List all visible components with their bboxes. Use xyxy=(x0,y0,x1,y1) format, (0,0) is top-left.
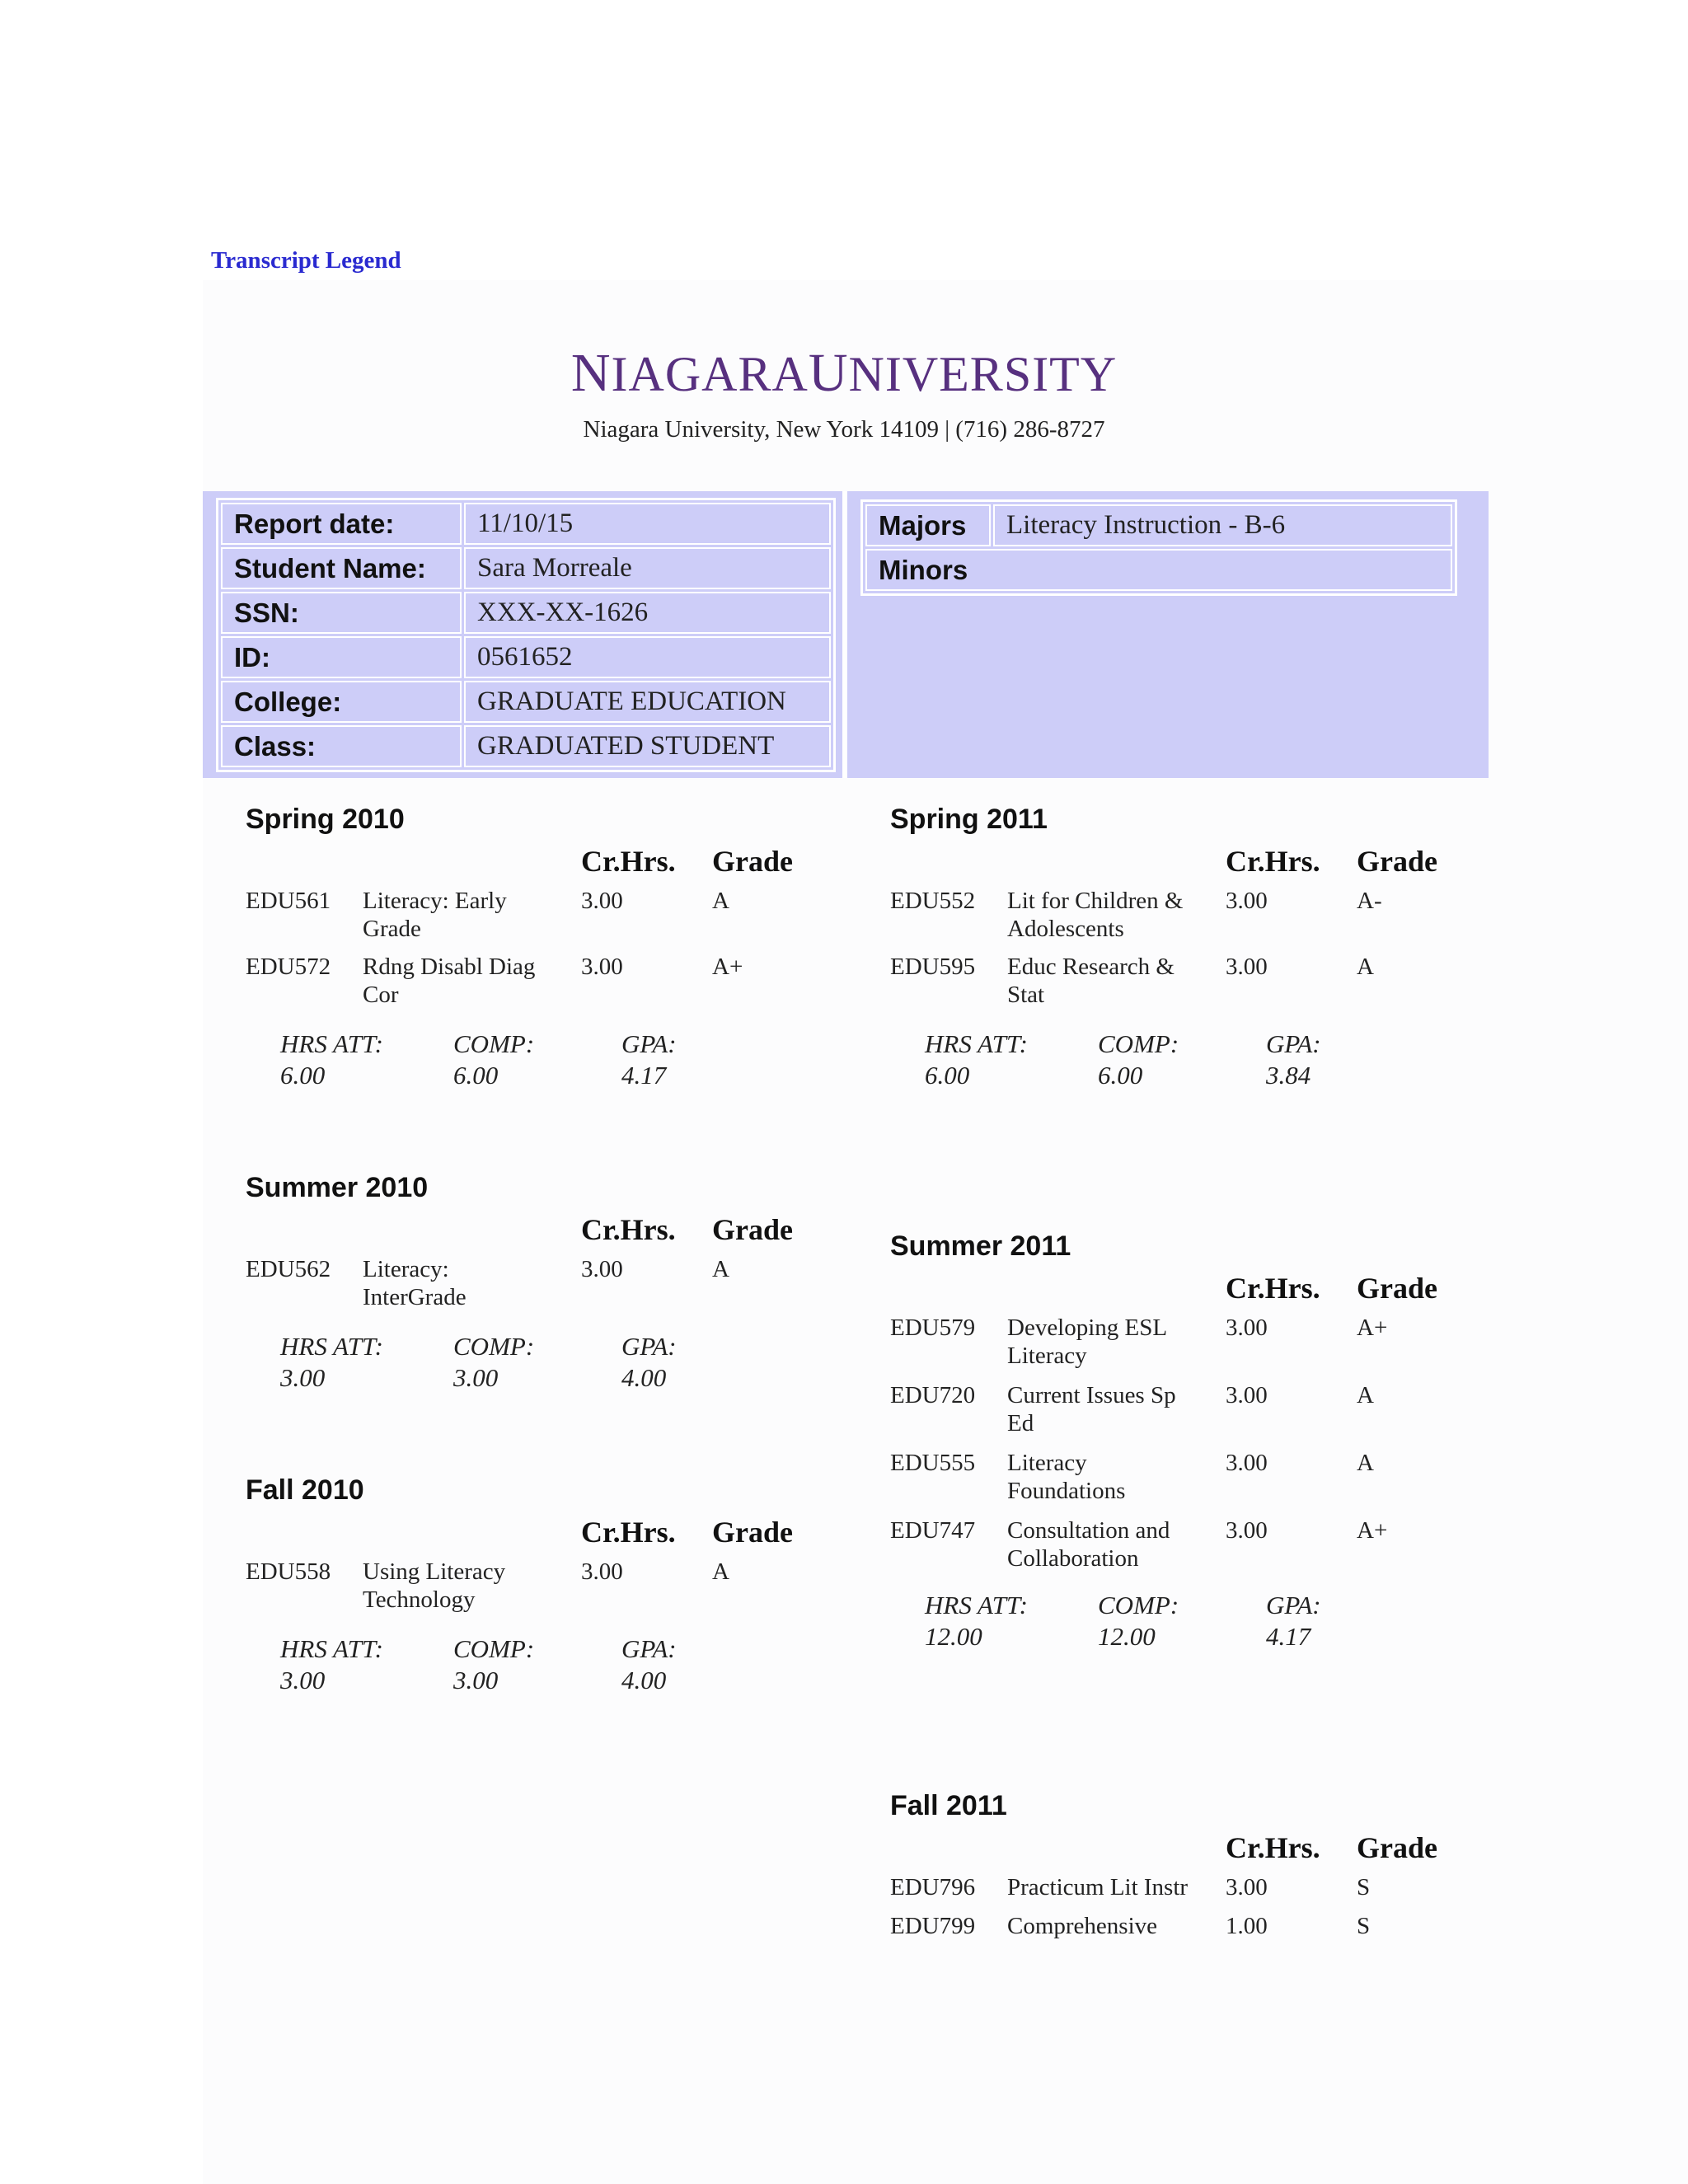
info-row-report-date xyxy=(221,503,831,545)
course-grade: A xyxy=(712,1558,729,1585)
course-grade: S xyxy=(1357,1913,1371,1939)
completed-value: 6.00 xyxy=(1098,1061,1143,1090)
hrs-attempted-label: HRS ATT: xyxy=(925,1591,1028,1619)
course-code: EDU799 xyxy=(890,1913,976,1939)
course-code: EDU572 xyxy=(246,954,331,980)
credit-hours-header: Cr.Hrs. xyxy=(1226,845,1320,878)
completed-value: 6.00 xyxy=(453,1061,499,1090)
info-row-class xyxy=(221,725,831,767)
completed-label: COMP: xyxy=(1098,1591,1179,1619)
gpa-value: 3.84 xyxy=(1266,1061,1311,1090)
info-row-student-name xyxy=(221,547,831,589)
grade-header: Grade xyxy=(1357,1831,1437,1864)
gpa-value: 4.17 xyxy=(1266,1622,1311,1651)
course-code: EDU561 xyxy=(246,888,331,914)
info-panel-divider xyxy=(842,491,847,778)
course-name: Literacy Foundations xyxy=(1007,1450,1126,1504)
course-credit-hours: 3.00 xyxy=(1226,1874,1268,1900)
course-grade: A+ xyxy=(1357,1315,1388,1341)
majors-value: Literacy Instruction - B-6 xyxy=(993,504,1452,546)
course-code: EDU552 xyxy=(890,888,976,914)
course-credit-hours: 3.00 xyxy=(1226,954,1268,980)
info-value: XXX-XX-1626 xyxy=(464,592,831,634)
course-grade: A xyxy=(1357,1450,1374,1476)
credit-hours-header: Cr.Hrs. xyxy=(581,845,676,878)
term-title: Spring 2011 xyxy=(890,804,1048,835)
course-code: EDU562 xyxy=(246,1256,331,1282)
course-name: Educ Research & Stat xyxy=(1007,954,1175,1008)
completed-value: 3.00 xyxy=(453,1363,499,1392)
grade-header: Grade xyxy=(712,1213,793,1246)
completed-label: COMP: xyxy=(453,1332,535,1361)
course-credit-hours: 3.00 xyxy=(1226,1382,1268,1408)
info-value: GRADUATE EDUCATION xyxy=(464,681,831,723)
course-credit-hours: 3.00 xyxy=(581,954,623,980)
course-grade: A- xyxy=(1357,888,1382,914)
course-grade: A xyxy=(1357,954,1374,980)
minors-label: Minors xyxy=(865,549,1452,591)
course-grade: A xyxy=(712,1256,729,1282)
info-value: Sara Morreale xyxy=(464,547,831,589)
info-label: College: xyxy=(221,681,462,723)
course-name: Lit for Children & Adolescents xyxy=(1007,888,1184,942)
info-label: SSN: xyxy=(221,592,462,634)
majors-minors-table xyxy=(860,499,1457,596)
credit-hours-header: Cr.Hrs. xyxy=(1226,1272,1320,1305)
info-row-college xyxy=(221,681,831,723)
course-code: EDU595 xyxy=(890,954,976,980)
info-value: 0561652 xyxy=(464,636,831,678)
course-name: Literacy: InterGrade xyxy=(363,1256,467,1310)
course-code: EDU796 xyxy=(890,1874,976,1900)
course-credit-hours: 3.00 xyxy=(1226,1315,1268,1341)
majors-label: Majors xyxy=(865,504,991,546)
info-value: 11/10/15 xyxy=(464,503,831,545)
course-credit-hours: 3.00 xyxy=(1226,1517,1268,1544)
university-address: Niagara University, New York 14109 | (716) 286-8727 xyxy=(583,416,1105,443)
completed-label: COMP: xyxy=(1098,1029,1179,1058)
gpa-label: GPA: xyxy=(621,1029,677,1058)
hrs-attempted-label: HRS ATT: xyxy=(925,1029,1028,1058)
hrs-attempted-value: 6.00 xyxy=(280,1061,326,1090)
info-label: Report date: xyxy=(221,503,462,545)
transcript-legend-link[interactable]: Transcript Legend xyxy=(211,247,401,274)
course-grade: A xyxy=(712,888,729,914)
gpa-label: GPA: xyxy=(621,1634,677,1663)
info-label: Student Name: xyxy=(221,547,462,589)
hrs-attempted-label: HRS ATT: xyxy=(280,1029,383,1058)
course-grade: A+ xyxy=(712,954,743,980)
grade-header: Grade xyxy=(1357,845,1437,878)
hrs-attempted-value: 12.00 xyxy=(925,1622,982,1651)
course-name: Rdng Disabl Diag Cor xyxy=(363,954,536,1008)
course-name: Developing ESL Literacy xyxy=(1007,1315,1168,1369)
info-label: ID: xyxy=(221,636,462,678)
credit-hours-header: Cr.Hrs. xyxy=(1226,1831,1320,1864)
credit-hours-header: Cr.Hrs. xyxy=(581,1213,676,1246)
completed-label: COMP: xyxy=(453,1634,535,1663)
term-title: Spring 2010 xyxy=(246,804,405,835)
term-title: Fall 2010 xyxy=(246,1474,364,1506)
course-name: Literacy: Early Grade xyxy=(363,888,507,942)
course-name: Using Literacy Technology xyxy=(363,1558,506,1613)
course-credit-hours: 3.00 xyxy=(1226,1450,1268,1476)
term-title: Summer 2011 xyxy=(890,1230,1071,1262)
course-name: Consultation and Collaboration xyxy=(1007,1517,1170,1572)
grade-header: Grade xyxy=(712,1516,793,1549)
course-code: EDU555 xyxy=(890,1450,976,1476)
gpa-label: GPA: xyxy=(1266,1591,1321,1619)
course-name: Practicum Lit Instr xyxy=(1007,1874,1189,1900)
course-credit-hours: 3.00 xyxy=(581,1256,623,1282)
gpa-label: GPA: xyxy=(1266,1029,1321,1058)
gpa-value: 4.00 xyxy=(621,1363,667,1392)
info-value: GRADUATED STUDENT xyxy=(464,725,831,767)
course-credit-hours: 3.00 xyxy=(1226,888,1268,914)
gpa-label: GPA: xyxy=(621,1332,677,1361)
hrs-attempted-label: HRS ATT: xyxy=(280,1332,383,1361)
minors-row xyxy=(865,549,1452,591)
gpa-value: 4.17 xyxy=(621,1061,667,1090)
majors-row xyxy=(865,504,1452,546)
hrs-attempted-value: 3.00 xyxy=(280,1666,326,1694)
completed-value: 3.00 xyxy=(453,1666,499,1694)
course-grade: A+ xyxy=(1357,1517,1388,1544)
course-grade: A xyxy=(1357,1382,1374,1408)
hrs-attempted-value: 3.00 xyxy=(280,1363,326,1392)
credit-hours-header: Cr.Hrs. xyxy=(581,1516,676,1549)
info-label: Class: xyxy=(221,725,462,767)
course-code: EDU579 xyxy=(890,1315,976,1341)
course-name: Current Issues Sp Ed xyxy=(1007,1382,1176,1436)
grade-header: Grade xyxy=(1357,1272,1437,1305)
completed-label: COMP: xyxy=(453,1029,535,1058)
completed-value: 12.00 xyxy=(1098,1622,1156,1651)
course-credit-hours: 1.00 xyxy=(1226,1913,1268,1939)
course-code: EDU558 xyxy=(246,1558,331,1585)
course-credit-hours: 3.00 xyxy=(581,1558,623,1585)
course-code: EDU747 xyxy=(890,1517,976,1544)
student-info-table xyxy=(216,498,836,772)
info-row-id xyxy=(221,636,831,678)
niagara-university-logo: NIAGARAUNIVERSITY xyxy=(570,343,1118,403)
grade-header: Grade xyxy=(712,845,793,878)
info-row-ssn xyxy=(221,592,831,634)
term-title: Fall 2011 xyxy=(890,1790,1007,1821)
hrs-attempted-value: 6.00 xyxy=(925,1061,970,1090)
course-grade: S xyxy=(1357,1874,1371,1900)
course-code: EDU720 xyxy=(890,1382,976,1408)
hrs-attempted-label: HRS ATT: xyxy=(280,1634,383,1663)
term-title: Summer 2010 xyxy=(246,1172,429,1203)
gpa-value: 4.00 xyxy=(621,1666,667,1694)
course-name: Comprehensive xyxy=(1007,1913,1158,1939)
course-credit-hours: 3.00 xyxy=(581,888,623,914)
